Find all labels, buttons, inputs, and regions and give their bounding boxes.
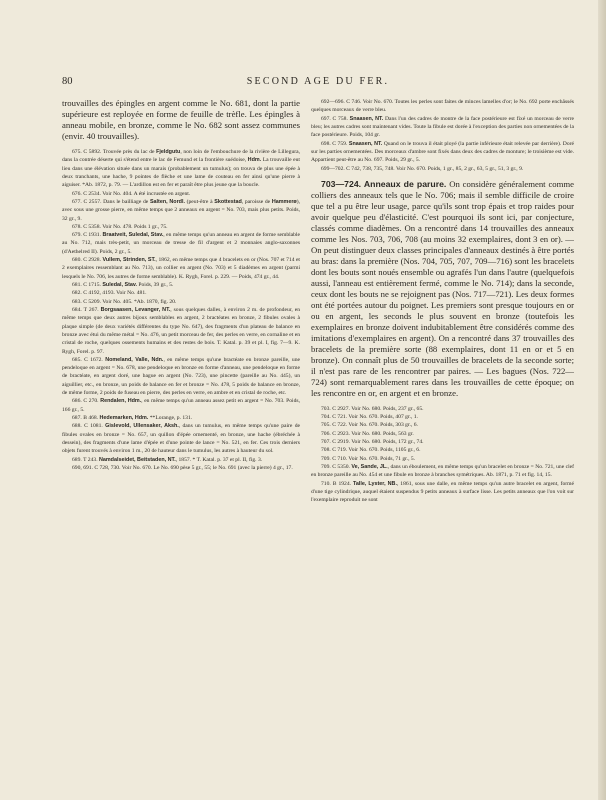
entry-676: 676. C 2534. Voir No. 404. A été incrustée en argent. <box>72 190 191 197</box>
entry-690: 690, 691. C 728, 730. Voir No. 670. Le No. 690 pèse 5 gr., 55; le No. 691 (avec la pierre) 4 gr., 17. <box>72 464 293 471</box>
entry-682: 682. C 4192, 4193. Voir No. 481. <box>72 290 147 297</box>
entry-692: 692—696. C 746. Voir No. 670. Toutes les perles sont faites de minces lamelles d'or; le No. 692 porte enchâssés quelques morceaux de verre bleu. <box>311 99 574 114</box>
entry-684: 684. T 267. Borgsaasen, Levanger, NT., sous quelques dalles, à environ 2 m. de profondeur, en même temps que deux autres bijoux semblables en argent, 2 bractéates en bronze, 2 fibules ovales à plaque simple (de deux variétés différentes du type No. 647), des fragments d'un plateau de balance en bronze avec étui du même métal = No. 476, un petit morceau de fer, des perles en verre, en cornaline et en cristal de roche, quelques ossements humains et des restes de bois. T. Katal. p. 39 et pl. I, fig. 7—9. K. Rygh, Forel. p. 97. <box>62 306 300 355</box>
list-item: 703. C 2927. Voir No. 680. Poids, 237 gr., 65. <box>321 405 424 412</box>
left-column <box>62 98 300 780</box>
entry-699: 699—702. C 742, 738, 735, 748. Voir No. 670. Poids, 1 gr., 85, 2 gr., 63, 5 gr., 51, 3 gr., 9. <box>321 165 524 172</box>
list-item: 706. C 2923. Voir No. 680. Poids, 563 gr. <box>321 430 414 437</box>
section-number: 703—724. <box>321 178 364 189</box>
section-anneaux: 703—724. Anneaux de parure. On considère généralement comme colliers des anneaux tels que le No. 706; mais il semble difficile de croire que tel a pu être leur usage, parce qu'ils sont trop épais et trop raides pour avoir quelque peu d'élasticité. C'est pourquoi ils sont ici, par conjecture, classés comme diadèmes. On a rencontré dans 14 trouvailles des anneaux comme les Nos. 703, 706, 708 (au moins 32 exemplaires, dont 3 en or). — On peut distinguer deux classes principales d'anneaux destinés à être portés au bras: dans la première (Nos. 704, 705, 707, 709—716) sont les bracelets dont les bouts sont noués ensemble ou agrafés l'un dans l'autre (quelquefois aussi, l'anneau est entièrement fermé, comme le No. 714); dans la seconde, ceux dont les bouts ne se rejoignent pas (Nos. 717—721). Les deux formes ont été portées autour du poignet. Les premiers sont presque toujours en or ou en argent, les seconds le plus souvent en bronze (toutefois les exemplaires en bronze doivent indubitablement être considérés comme des imitations d'exemplaires en argent). On a rencontré dans 37 trouvailles des bracelets de la première sorte (88 exemplaires, dont 11 en or et 5 en bronze). On connaît plus de 50 trouvailles de bracelets de la seconde sorte; il n'est pas rare de les rencontrer par paires. — Les bagues (Nos. 722—724) sont remarquablement rares dans les trouvailles de cette époque; on les rencontre en or, en argent et en bronze. <box>311 178 574 398</box>
entry-680: 680. C 2928. Vullem, Strinden, ST., 1862, en même temps que 4 bracelets en or (Nos. 707 et 714 et 2 exemplaires ressemblant au No. 713), un collier en argent (No. 703) et 5 diadèmes en argent (parmi lesquels le No. 706, les autres de forme semblable). K. Rygh, Forel. p. 229. — Poids, 474 gr., 44. <box>62 257 300 280</box>
entry-698: 698. C 759. Snaasen, NT. Quand on le trouva il était ployé (la partie inférieure était relevée par derrière). Doré sur les parties ornementées. Des morceaux d'ambre sont fixés dans deux des cadres de monture; le troisième est vide. Appartient peut-être au No. 697. Poids, 29 gr., 5. <box>311 140 574 164</box>
list-item: 707. C 2919. Voir No. 680. Poids, 172 gr., 74. <box>321 439 424 446</box>
list-item: 708. C 719. Voir No. 670. Poids, 1105 gr., 6. <box>321 447 421 454</box>
entry-686: 686. C 270. Rendalen, Hdm., en même temps qu'un anneau assez petit en argent = No. 703. Poids, 166 gr., 5. <box>62 398 300 413</box>
entry-689: 689. T 243. Namdalseidet, Beitstaden, NT., 1857. * T. Katal. p. 37 et pl. II, fig. 3. <box>72 456 263 463</box>
right-column <box>311 98 574 780</box>
running-title: SECOND AGE DU FER. <box>246 76 390 87</box>
list-item: 709. C 710. Voir No. 670. Poids, 71 gr., 5. <box>321 455 416 462</box>
running-header <box>62 76 574 90</box>
entry-675: 675. C 5892. Trouvée près du lac de Fjeldgutu, non loin de l'embouchure de la rivière de Lillegura, dans la contrée déserte qui s'étend entre le lac de Femund et la frontière suédoise, Hdm. La trouvaille eut lieu dans une élévation située dans un marais (probablement un tumulus); on trouva de plus une épée à deux tranchants, une hache, 9 pointes de flèche et une lame de couteau en fer ainsi qu'une pierre à aiguiser. *Ab. 1872, p. 79. — L'ardillon est en fer et paraît être plus jeune que la boucle. <box>62 149 300 189</box>
entry-678: 678. C 5358. Voir No. 478. Poids 1 gr., 75. <box>72 223 168 230</box>
entry-710: 710. B 1924. Talle, Lyster, NB., 1861, sous une dalle, en même temps qu'un autre bracelet en argent, formé d'une tige cylindrique, auquel étaient suspendus 9 petits anneaux à surface lisse. Les petits anneaux que l'on voit sur l'exemplaire reproduit ne sont <box>311 480 574 504</box>
page-edge <box>598 0 606 800</box>
entry-681: 681. C 1715. Suledal, Stav. Poids, 39 gr., 5. <box>72 282 174 288</box>
list-item: 704. C 721. Voir No. 670. Poids, 407 gr., 1. <box>321 414 418 421</box>
entry-709-b: 709. C 5350. Ve, Sande, JL., dans un éboulement, en même temps qu'un bracelet en bronze = No. 721, une clef en bronze pareille au No. 454 et une fibule en bronze à branches symétriques. Ab. 1871, p. 71 et fig. 14, 15. <box>311 464 574 479</box>
entry-687: 687. B 468. Hedemarken, Hdm. **Lorange, p. 131. <box>72 415 193 421</box>
entry-683: 683. C 5209. Voir No. 405. *Ab. 1870, fig. 20. <box>72 298 177 305</box>
entry-677: 677. C 2557. Dans le bailliage de Salten, Nordl. (peut-être à Skottestad, paroisse de Hammerø), avec sous une grosse pierre, en même temps que 2 anneaux en argent = No. 703, mais plus petits. Poids, 32 gr., 9. <box>62 198 300 222</box>
list-item: 705. C 722. Voir No. 670. Poids, 303 gr., 6. <box>321 422 418 429</box>
entry-679: 679. C 1931. Braatveit, Suledal, Stav., en même temps qu'un anneau en argent de forme semblable au No. 712, mais très-petit, un morceau de tresse de fil d'argent et 2 monnaies anglo-saxonnes (d'Aethelred II). Poids, 2 gr., 5. <box>62 232 300 255</box>
page-number: 80 <box>62 76 73 87</box>
section-title: Anneaux de parure. <box>363 178 447 189</box>
intro-paragraph: trouvailles des épingles en argent comme le No. 681, dont la partie supérieure est reployée en forme de feuille de trèfle. Les épingles à anneau mobile, en bronze, comme le No. 682 sont assez communes (envir. 40 trouvailles). <box>62 98 300 141</box>
entry-688: 688. C 1081. Gislevold, Ullensaker, Aksh., dans un tumulus, en même temps qu'une paire de fibules ovales en bronze = No. 657, un quillon d'épée ornementé, en bronze, une hache (ébréchée à dessein), des fragments d'une lame d'épée et d'une pointe de lance = No. 521, en fer. Ces trois derniers objets furent trouvés à environ 1 m., 20 de hauteur dans le tumulus, les autres à hauteur du sol. <box>62 423 300 455</box>
book-page <box>62 68 574 780</box>
entry-697: 697. C 758. Snaasen, NT. Dans l'un des cadres de montre de la face postérieure est fixé un morceau de verre bleu; les autres cadres sont maintenant vides. Toute la fibule est dorée à l'exception des parties non ornementées de la face postérieure. Poids, 104 gr. <box>311 115 574 139</box>
entry-685: 685. C 1672. Nomeland, Valle, Ndn., en même temps qu'une bractéate en bronze pareille, une pendeloque en argent = No. 678, une pendeloque en bronze en forme d'anneau, une pendeloque en forme de bractéate, en argent doré, une bague en argent (No. 723), une pincette (pareille au No. 445), un aiguillier, etc., en bronze, un poids de balance en fer et bronze = No. 478, 5 poids de balance en bronze, de même forme, 2 poids de fuseau en pierre, des perles en verre, en ambre et en cristal de roche, etc. <box>62 356 300 397</box>
